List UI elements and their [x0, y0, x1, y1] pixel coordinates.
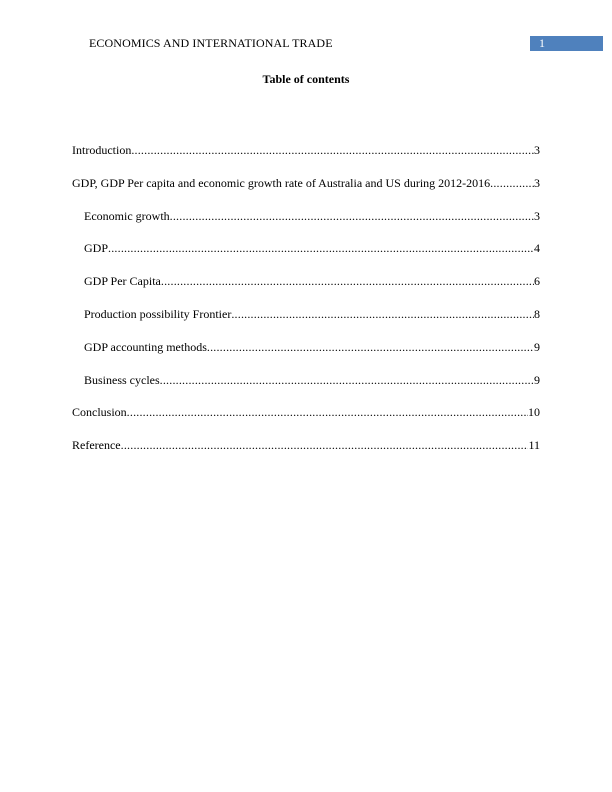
toc-entry-label: GDP, GDP Per capita and economic growth rate of Australia and US during 2012-2016 — [72, 175, 491, 190]
toc-entry-introduction[interactable] — [72, 143, 540, 176]
toc-entry-page: 3 — [534, 175, 540, 190]
toc-entry-page: 9 — [534, 372, 540, 387]
toc-entry-page: 4 — [534, 241, 540, 256]
toc-entry-reference[interactable] — [72, 438, 540, 471]
toc-entry-page: 8 — [534, 306, 540, 321]
toc-dot-leader — [127, 405, 528, 419]
toc-entry-gdp-per-capita[interactable] — [72, 274, 540, 307]
toc-entry-page: 10 — [528, 405, 540, 420]
toc-entry-business-cycles[interactable] — [72, 373, 540, 406]
toc-entry-label: Reference — [72, 438, 121, 453]
table-of-contents — [72, 143, 540, 471]
toc-dot-leader — [490, 176, 534, 190]
toc-dot-leader — [170, 209, 534, 223]
toc-dot-leader — [108, 241, 534, 255]
running-header-title: ECONOMICS AND INTERNATIONAL TRADE — [89, 36, 333, 50]
toc-dot-leader — [131, 143, 534, 157]
toc-entry-gdp-comparison[interactable] — [72, 176, 540, 209]
page-number-badge: 1 — [530, 36, 603, 51]
toc-entry-page: 9 — [534, 339, 540, 354]
toc-heading: Table of contents — [262, 72, 350, 86]
toc-entry-label: GDP — [84, 241, 109, 256]
toc-entry-label: Economic growth — [84, 208, 170, 223]
toc-entry-label: Business cycles — [84, 372, 160, 387]
toc-dot-leader — [160, 373, 534, 387]
toc-entry-gdp[interactable] — [72, 241, 540, 274]
toc-entry-label: GDP Per Capita — [84, 274, 161, 289]
toc-entry-gdp-accounting-methods[interactable] — [72, 340, 540, 373]
toc-entry-label: Production possibility Frontier — [84, 306, 232, 321]
toc-dot-leader — [161, 274, 534, 288]
toc-dot-leader — [207, 340, 534, 354]
toc-entry-label: Introduction — [72, 143, 132, 157]
toc-entry-page: 3 — [534, 208, 540, 223]
toc-entry-conclusion[interactable] — [72, 405, 540, 438]
toc-entry-label: Conclusion — [72, 405, 127, 420]
toc-entry-page: 6 — [534, 274, 540, 289]
toc-entry-page: 3 — [534, 143, 540, 157]
toc-entry-label: GDP accounting methods — [84, 339, 207, 354]
toc-dot-leader — [121, 438, 529, 452]
toc-entry-production-possibility-frontier[interactable] — [72, 307, 540, 340]
toc-dot-leader — [231, 307, 534, 321]
toc-entry-page: 11 — [528, 438, 540, 453]
toc-entry-economic-growth[interactable] — [72, 209, 540, 242]
